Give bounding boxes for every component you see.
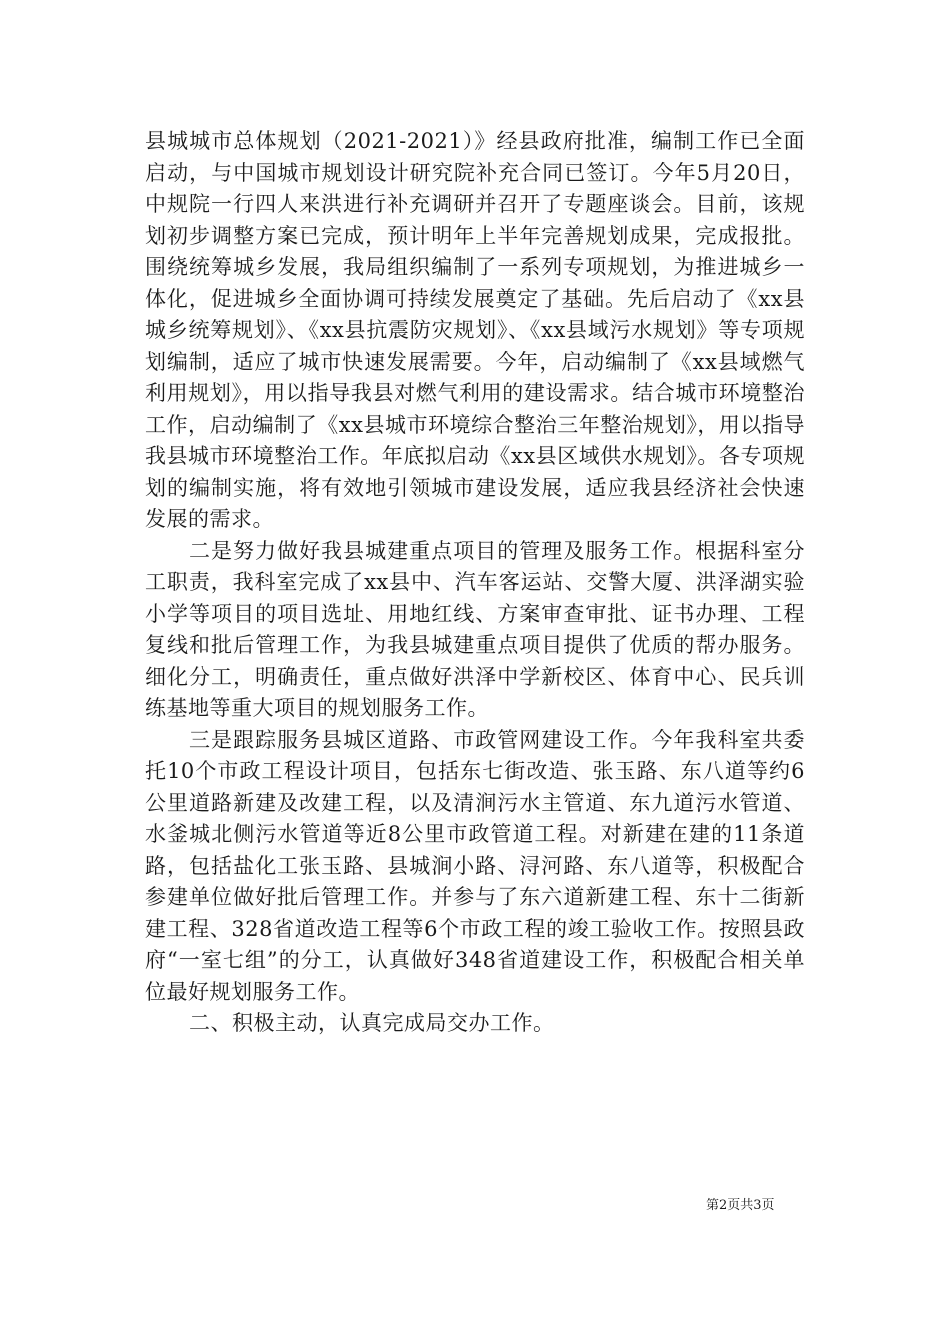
body-paragraph-roads-pipelines: 三是跟踪服务县城区道路、市政管网建设工作。今年我科室共委托10个市政工程设计项目，包括东七街改造、张玉路、东八道等约6公里道路新建及改建工程，以及清涧污水主管道、东九道污水管道、水釜城北侧污水管道等近8公里市政管道工程。对新建在建的11条道路，包括盐化工张玉路、县城涧小路、浔河路、东八道等，积极配合参建单位做好批后管理工作。并参与了东六道新建工程、东十二街新建工程、328省道改造工程等6个市政工程的竣工验收工作。按照县政府“一室七组”的分工，认真做好348省道建设工作，积极配合相关单位最好规划服务工作。: [145, 727, 805, 1004]
page-number-footer: 第2页共3页: [706, 1198, 775, 1213]
document-body: [145, 126, 805, 1040]
section-heading-assigned-work: 二、积极主动，认真完成局交办工作。: [189, 1011, 555, 1035]
body-paragraph-continuation: 县城城市总体规划（2021-2021）》经县政府批准，编制工作已全面启动，与中国城市规划设计研究院补充合同已签订。今年5月20日，中规院一行四人来洪进行补充调研并召开了专题座谈会。目前，该规划初步调整方案已完成，预计明年上半年完善规划成果，完成报批。围绕统筹城乡发展，我局组织编制了一系列专项规划，为推进城乡一体化，促进城乡全面协调可持续发展奠定了基础。先后启动了《xx县城乡统筹规划》、《xx县抗震防灾规划》、《xx县域污水规划》等专项规划编制，适应了城市快速发展需要。今年，启动编制了《xx县域燃气利用规划》，用以指导我县对燃气利用的建设需求。结合城市环境整治工作，启动编制了《xx县城市环境综合整治三年整治规划》，用以指导我县城市环境整治工作。年底拟启动《xx县区域供水规划》。各专项规划的编制实施，将有效地引领城市建设发展，适应我县经济社会快速发展的需求。: [145, 129, 805, 531]
body-paragraph-key-projects: 二是努力做好我县城建重点项目的管理及服务工作。根据科室分工职责，我科室完成了xx县中、汽车客运站、交警大厦、洪泽湖实验小学等项目的项目选址、用地红线、方案审查审批、证书办理、工程复线和批后管理工作，为我县城建重点项目提供了优质的帮办服务。细化分工，明确责任，重点做好洪泽中学新校区、体育中心、民兵训练基地等重大项目的规划服务工作。: [145, 538, 805, 720]
